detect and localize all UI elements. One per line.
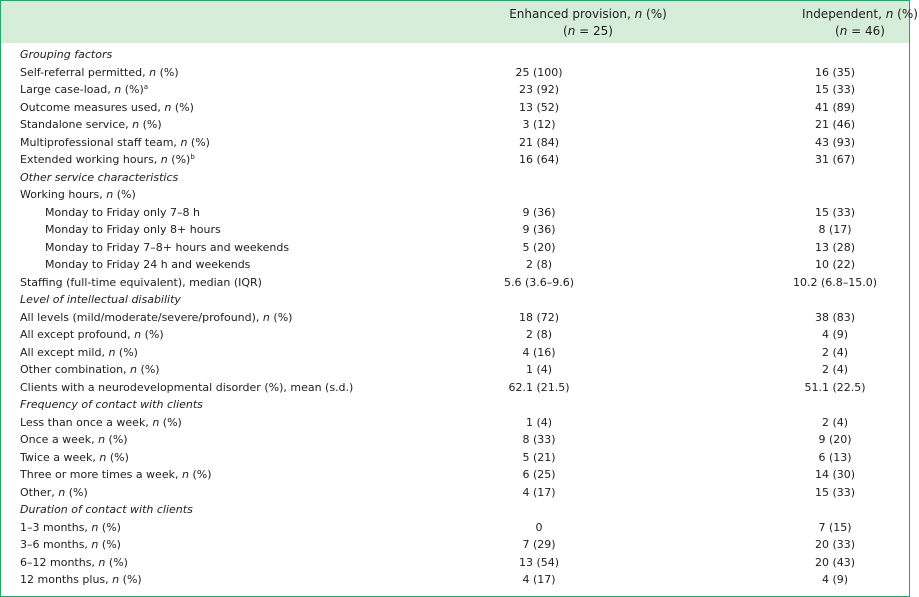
cell-independent: 10.2 (6.8–15.0) [792, 275, 878, 289]
cell-independent: 13 (28) [814, 240, 856, 254]
cell-enhanced: 3 (12) [522, 118, 556, 131]
cell-enhanced: 9 (36) [522, 223, 556, 236]
column-header-enhanced: Enhanced provision, n (%) (n = 25) [509, 7, 667, 38]
table-row [1, 274, 909, 292]
footnote-marker: a [143, 83, 149, 91]
table-header [1, 1, 918, 43]
table-row [1, 221, 909, 239]
row-label: All except profound, n (%) [20, 328, 164, 341]
table-row [1, 536, 909, 554]
table-row [1, 449, 909, 467]
cell-independent: 6 (13) [818, 450, 852, 464]
cell-independent: 10 (22) [814, 258, 856, 271]
cell-enhanced: 1 (4) [525, 415, 553, 429]
row-label: Self-referral permitted, n (%) [20, 65, 179, 79]
cell-independent: 15 (33) [814, 485, 856, 499]
table-row [1, 431, 909, 449]
cell-independent: 15 (33) [814, 205, 856, 219]
row-label: All levels (mild/moderate/severe/profound), n (%) [20, 310, 293, 324]
cell-enhanced: 8 (33) [522, 433, 556, 446]
cell-independent: 15 (33) [814, 83, 856, 96]
row-label: Outcome measures used, n (%) [20, 100, 194, 114]
row-label: Standalone service, n (%) [20, 118, 162, 131]
table-row [1, 151, 909, 169]
cell-enhanced: 2 (8) [525, 328, 553, 341]
row-label: 1–3 months, n (%) [20, 520, 121, 534]
cell-enhanced: 6 (25) [522, 468, 556, 481]
section-heading-row [1, 501, 909, 519]
cell-enhanced: 1 (4) [525, 363, 553, 376]
cell-independent: 4 (9) [821, 328, 849, 341]
table-row [1, 81, 909, 99]
cell-independent: 8 (17) [818, 223, 852, 236]
cell-enhanced: 5.6 (3.6–9.6) [503, 275, 575, 289]
section-heading-row [1, 396, 909, 414]
row-label: Multiprofessional staff team, n (%) [20, 135, 210, 149]
section-heading-row [1, 46, 909, 64]
cell-independent: 21 (46) [814, 118, 856, 131]
table-row [1, 361, 909, 379]
table-row [1, 484, 909, 502]
table-row [1, 554, 909, 572]
table-row [1, 326, 909, 344]
row-label: Less than once a week, n (%) [20, 415, 182, 429]
row-label: Clients with a neurodevelopmental disorder (%), mean (s.d.) [20, 380, 354, 394]
row-label: Other, n (%) [20, 485, 88, 499]
row-label: Once a week, n (%) [20, 433, 128, 446]
table-row [1, 309, 909, 327]
cell-independent: 2 (4) [821, 363, 849, 376]
cell-independent: 7 (15) [818, 520, 852, 534]
cell-enhanced: 16 (64) [518, 153, 560, 166]
row-label: Three or more times a week, n (%) [20, 468, 212, 481]
cell-independent: 51.1 (22.5) [804, 380, 866, 394]
cell-independent: 20 (43) [814, 555, 856, 569]
cell-independent: 31 (67) [814, 153, 856, 166]
row-label: Other combination, n (%) [20, 363, 160, 376]
column-header-independent: Independent, n (%) (n = 46) [802, 7, 918, 38]
cell-independent: 38 (83) [814, 310, 856, 324]
table-row [1, 186, 909, 204]
section-heading: Frequency of contact with clients [20, 398, 203, 411]
table-row [1, 571, 909, 589]
cell-independent: 9 (20) [818, 433, 852, 446]
section-heading-row [1, 291, 909, 309]
table-row [1, 379, 909, 397]
cell-enhanced: 13 (52) [518, 100, 560, 114]
section-heading-row [1, 169, 909, 187]
cell-enhanced: 13 (54) [518, 555, 560, 569]
table-body [1, 46, 909, 589]
section-heading: Level of intellectual disability [20, 293, 181, 306]
row-label: Monday to Friday 24 h and weekends [45, 258, 251, 271]
cell-enhanced: 18 (72) [518, 310, 560, 324]
cell-enhanced: 23 (92) [518, 83, 560, 96]
row-label: Monday to Friday only 7–8 h [45, 205, 201, 219]
table-row [1, 134, 909, 152]
cell-enhanced: 2 (8) [525, 258, 553, 271]
row-label: Extended working hours, n (%)$^b$ [20, 153, 195, 166]
table-row [1, 414, 909, 432]
section-heading: Other service characteristics [20, 170, 179, 184]
row-label: 3–6 months, n (%) [20, 538, 121, 551]
cell-enhanced: 0 [535, 520, 543, 534]
section-heading: Grouping factors [20, 48, 113, 61]
table-row [1, 256, 909, 274]
cell-enhanced: 9 (36) [522, 205, 556, 219]
cell-independent: 41 (89) [814, 100, 856, 114]
row-label: 12 months plus, n (%) [20, 573, 142, 586]
table-row [1, 466, 909, 484]
cell-enhanced: 5 (20) [522, 240, 556, 254]
row-label: Staffing (full-time equivalent), median (IQR) [20, 275, 262, 289]
row-label: Working hours, n (%) [20, 188, 136, 201]
row-label: Twice a week, n (%) [20, 450, 129, 464]
table-row [1, 204, 909, 222]
cell-enhanced: 25 (100) [515, 65, 563, 79]
table-row [1, 116, 909, 134]
cell-enhanced: 62.1 (21.5) [508, 380, 570, 394]
row-label: Monday to Friday only 8+ hours [45, 223, 221, 236]
cell-enhanced: 21 (84) [518, 135, 560, 149]
row-label: All except mild, n (%) [20, 345, 138, 359]
section-heading: Duration of contact with clients [20, 503, 193, 516]
cell-enhanced: 5 (21) [522, 450, 556, 464]
table-row [1, 519, 909, 537]
cell-independent: 4 (9) [821, 573, 849, 586]
table-row [1, 344, 909, 362]
cell-independent: 43 (93) [814, 135, 856, 149]
cell-independent: 2 (4) [821, 345, 849, 359]
cell-enhanced: 4 (17) [522, 485, 556, 499]
cell-enhanced: 4 (16) [522, 345, 556, 359]
cell-independent: 16 (35) [814, 65, 856, 79]
cell-enhanced: 4 (17) [522, 573, 556, 586]
table-row [1, 239, 909, 257]
cell-independent: 20 (33) [814, 538, 856, 551]
table-row [1, 64, 909, 82]
cell-enhanced: 7 (29) [522, 538, 556, 551]
row-label: 6–12 months, n (%) [20, 555, 128, 569]
footnote-marker: b [190, 153, 195, 161]
row-label: Large case-load, n (%)$^a$ [20, 83, 149, 96]
table-row [1, 99, 909, 117]
row-label: Monday to Friday 7–8+ hours and weekends [45, 240, 290, 254]
cell-independent: 14 (30) [814, 468, 856, 481]
cell-independent: 2 (4) [821, 415, 849, 429]
